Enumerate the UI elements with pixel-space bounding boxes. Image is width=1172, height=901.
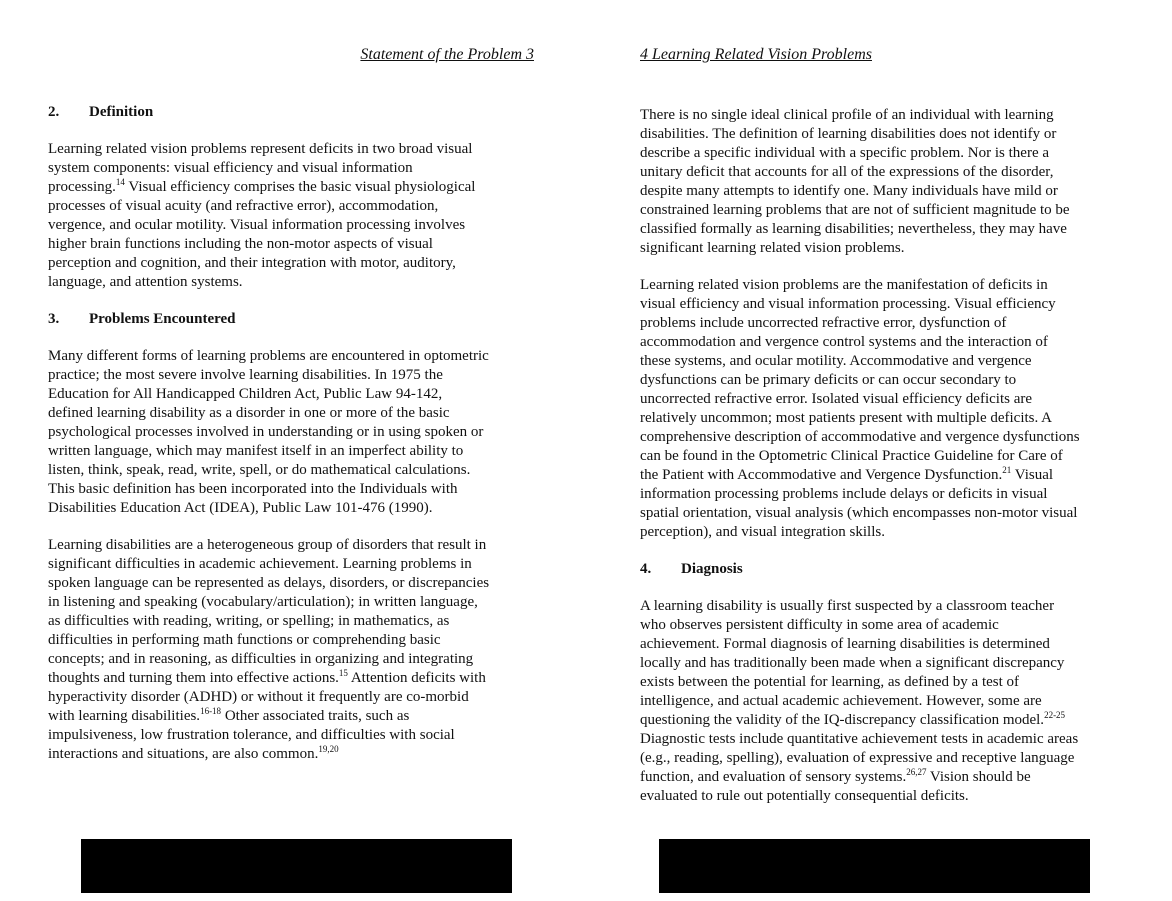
text-line (48, 140, 538, 159)
citation-superscript: 22-25 (1044, 710, 1066, 720)
text-line (640, 409, 1130, 428)
line-text: A learning disability is usually first suspected by a classroom teacher (640, 598, 1055, 614)
citation-superscript: 14 (115, 177, 125, 187)
section-title: Definition (89, 104, 154, 120)
section-number: 2. (48, 104, 60, 120)
text-line (48, 688, 538, 707)
citation-superscript: 15 (338, 668, 348, 678)
line-text: Diagnostic tests include quantitative achievement tests in academic areas (640, 731, 1079, 747)
paragraph-manifestation (640, 276, 1130, 542)
line-text: perception), and visual integration skills. (640, 524, 885, 540)
redaction-bar-right (659, 839, 1090, 893)
line-text: interactions and situations, are also common. (48, 746, 319, 762)
citation-superscript: 21 (1002, 465, 1012, 475)
line-text: Disabilities Education Act (IDEA), Public Law 101-476 (1990). (48, 500, 433, 516)
line-text: listen, think, speak, read, write, spell, or do mathematical calculations. (48, 462, 471, 478)
line-text: unitary deficit that accounts for all of the expressions of the disorder, (640, 164, 1054, 180)
text-line (48, 631, 538, 650)
line-text: spatial orientation, visual analysis (which encompasses non-motor visual (640, 505, 1078, 521)
line-text: difficulties in performing math functions or comprehending basic (48, 632, 441, 648)
text-line (640, 333, 1130, 352)
text-line (640, 654, 1130, 673)
line-text: questioning the validity of the IQ-discrepancy classification model. (640, 712, 1045, 728)
line-text: psychological processes involved in understanding or in using spoken or (48, 424, 484, 440)
text-line (640, 504, 1130, 523)
line-text: concepts; and in reasoning, as difficulties in organizing and integrating (48, 651, 474, 667)
text-line (640, 466, 1130, 485)
text-line (48, 650, 538, 669)
section-heading-problems (48, 310, 538, 329)
text-line (640, 523, 1130, 542)
text-line (640, 125, 1130, 144)
text-line (640, 616, 1130, 635)
text-line (48, 235, 538, 254)
line-text: system components: visual efficiency and visual information (48, 160, 413, 176)
line-text: comprehensive description of accommodative and vergence dysfunctions (640, 429, 1080, 445)
line-text: function, and evaluation of sensory systems. (640, 769, 907, 785)
line-text: describe a specific individual with a specific problem. Nor is there a (640, 145, 1050, 161)
line-text: Learning related vision problems represent deficits in two broad visual (48, 141, 473, 157)
paragraph-problems-2 (48, 536, 538, 764)
line-text: Many different forms of learning problems are encountered in optometric (48, 348, 489, 364)
line-text: vergence, and ocular motility. Visual information processing involves (48, 217, 466, 233)
section-number: 3. (48, 311, 60, 327)
line-text: This basic definition has been incorporated into the Individuals with (48, 481, 458, 497)
line-text: in listening and speaking (vocabulary/articulation); in written language, (48, 594, 478, 610)
text-line (48, 726, 538, 745)
line-text: Learning related vision problems are the manifestation of deficits in (640, 277, 1048, 293)
text-line (640, 106, 1130, 125)
line-text: impulsiveness, low frustration tolerance, and difficulties with social (48, 727, 455, 743)
text-line (640, 352, 1130, 371)
text-line (48, 461, 538, 480)
line-text: locally and has traditionally been made when a significant discrepancy (640, 655, 1065, 671)
redaction-bar-left (81, 839, 512, 893)
line-text: who observes persistent difficulty in some area of academic (640, 617, 999, 633)
text-line (640, 692, 1130, 711)
text-line (640, 673, 1130, 692)
line-text: There is no single ideal clinical profile of an individual with learning (640, 107, 1054, 123)
text-line (640, 597, 1130, 616)
text-line (48, 612, 538, 631)
text-line (640, 144, 1130, 163)
paragraph-diagnosis (640, 597, 1130, 806)
line-text: Learning disabilities are a heterogeneous group of disorders that result in (48, 537, 487, 553)
section-title: Diagnosis (681, 561, 743, 577)
line-text: classified formally as learning disabilities; nevertheless, they may have (640, 221, 1067, 237)
line-text: thoughts and turning them into effective actions. (48, 670, 339, 686)
text-line (48, 366, 538, 385)
line-text: visual efficiency and visual information processing. Visual efficiency (640, 296, 1056, 312)
line-text: significant difficulties in academic achievement. Learning problems in (48, 556, 472, 572)
line-text: constrained learning problems that are not of sufficient magnitude to be (640, 202, 1070, 218)
text-line (48, 404, 538, 423)
line-text: language, and attention systems. (48, 274, 243, 290)
line-text: (e.g., reading, spelling), evaluation of expressive and receptive language (640, 750, 1075, 766)
text-line (640, 485, 1130, 504)
line-text: Education for All Handicapped Children Act, Public Law 94-142, (48, 386, 443, 402)
text-line (640, 295, 1130, 314)
paragraph-problems-1 (48, 347, 538, 518)
text-line (640, 787, 1130, 806)
citation-superscript: 19,20 (318, 744, 339, 754)
text-line (48, 178, 538, 197)
line-text: perception and cognition, and their integration with motor, auditory, (48, 255, 456, 271)
line-text: intelligence, and actual academic achievement. However, some are (640, 693, 1042, 709)
line-text: information processing problems include delays or deficits in visual (640, 486, 1048, 502)
right-column (640, 106, 1130, 806)
text-line (48, 499, 538, 518)
line-text: evaluated to rule out potentially consequential deficits. (640, 788, 969, 804)
line-text: accommodation and vergence control systems and the interaction of (640, 334, 1048, 350)
text-line (640, 371, 1130, 390)
text-line (640, 201, 1130, 220)
text-line (48, 555, 538, 574)
text-line (640, 730, 1130, 749)
text-line (640, 635, 1130, 654)
line-text: problems include uncorrected refractive error, dysfunction of (640, 315, 1007, 331)
text-line (48, 442, 538, 461)
section-number: 4. (640, 561, 652, 577)
text-line (48, 669, 538, 688)
line-text: spoken language can be represented as delays, disorders, or discrepancies (48, 575, 490, 591)
text-line (48, 574, 538, 593)
line-text: with learning disabilities. (48, 708, 201, 724)
section-title: Problems Encountered (89, 311, 236, 327)
line-text: these systems, and ocular motility. Accommodative and vergence (640, 353, 1032, 369)
line-text: higher brain functions including the non-motor aspects of visual (48, 236, 433, 252)
text-line (48, 423, 538, 442)
line-text: Attention deficits with (347, 670, 486, 686)
text-line (48, 347, 538, 366)
line-text: disabilities. The definition of learning disabilities does not identify or (640, 126, 1057, 142)
text-line (48, 197, 538, 216)
section-heading-diagnosis (640, 560, 1130, 579)
line-text: exists between the potential for learning, as defined by a test of (640, 674, 1020, 690)
line-text: can be found in the Optometric Clinical Practice Guideline for Care of (640, 448, 1063, 464)
text-line (640, 749, 1130, 768)
line-text: achievement. Formal diagnosis of learning disabilities is determined (640, 636, 1050, 652)
line-text: practice; the most severe involve learning disabilities. In 1975 the (48, 367, 443, 383)
text-line (640, 447, 1130, 466)
text-line (48, 593, 538, 612)
line-text: despite many attempts to identify one. Many individuals have mild or (640, 183, 1058, 199)
left-column (48, 103, 538, 764)
line-text: Visual efficiency comprises the basic visual physiological (124, 179, 476, 195)
line-text: written language, which may manifest itself in an imperfect ability to (48, 443, 464, 459)
line-text: Other associated traits, such as (221, 708, 410, 724)
line-text: Vision should be (926, 769, 1031, 785)
text-line (48, 707, 538, 726)
line-text: dysfunctions can be primary deficits or can occur secondary to (640, 372, 1017, 388)
line-text: processing. (48, 179, 116, 195)
paragraph-definition (48, 140, 538, 292)
text-line (640, 163, 1130, 182)
line-text: relatively uncommon; most patients present with multiple deficits. A (640, 410, 1053, 426)
paragraph-clinical-profile (640, 106, 1130, 258)
line-text: defined learning disability as a disorder in one or more of the basic (48, 405, 450, 421)
text-line (640, 768, 1130, 787)
text-line (640, 711, 1130, 730)
line-text: the Patient with Accommodative and Vergence Dysfunction. (640, 467, 1003, 483)
section-heading-definition (48, 103, 538, 122)
text-line (48, 536, 538, 555)
text-line (48, 159, 538, 178)
running-head-right: 4 Learning Related Vision Problems (640, 46, 872, 63)
text-line (48, 480, 538, 499)
text-line (48, 216, 538, 235)
text-line (640, 276, 1130, 295)
text-line (640, 239, 1130, 258)
text-line (640, 314, 1130, 333)
text-line (640, 428, 1130, 447)
text-line (48, 385, 538, 404)
line-text: as difficulties with reading, writing, or spelling; in mathematics, as (48, 613, 450, 629)
line-text: processes of visual acuity (and refractive error), accommodation, (48, 198, 439, 214)
running-head-left: Statement of the Problem 3 (360, 46, 534, 63)
text-line (48, 745, 538, 764)
text-line (48, 254, 538, 273)
text-line (48, 273, 538, 292)
text-line (640, 182, 1130, 201)
citation-superscript: 16-18 (200, 706, 222, 716)
line-text: uncorrected refractive error. Isolated visual efficiency deficits are (640, 391, 1033, 407)
line-text: hyperactivity disorder (ADHD) or without it frequently are co-morbid (48, 689, 469, 705)
line-text: significant learning related vision problems. (640, 240, 905, 256)
citation-superscript: 26,27 (906, 767, 927, 777)
text-line (640, 220, 1130, 239)
text-line (640, 390, 1130, 409)
line-text: Visual (1011, 467, 1054, 483)
